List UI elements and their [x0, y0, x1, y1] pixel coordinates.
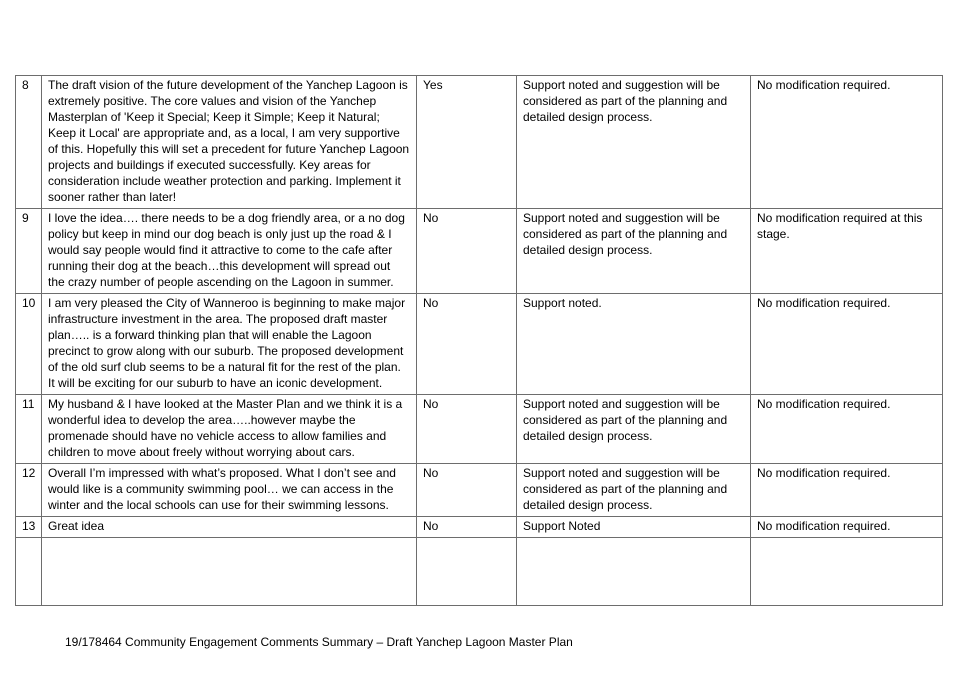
empty-cell — [417, 538, 517, 606]
empty-cell — [751, 538, 943, 606]
comment-cell: Great idea — [42, 517, 417, 538]
page-footer: 19/178464 Community Engagement Comments Summary – Draft Yanchep Lagoon Master Plan — [65, 635, 573, 649]
modification-cell: No modification required. — [751, 76, 943, 209]
empty-cell — [42, 538, 417, 606]
response-cell: Support noted and suggestion will be considered as part of the planning and detailed design process. — [517, 395, 751, 464]
row-number: 9 — [16, 209, 42, 294]
row-number: 8 — [16, 76, 42, 209]
response-cell: Support noted. — [517, 294, 751, 395]
support-cell: No — [417, 395, 517, 464]
support-cell: No — [417, 294, 517, 395]
modification-cell: No modification required. — [751, 464, 943, 517]
comment-cell: I love the idea…. there needs to be a dog friendly area, or a no dog policy but keep in mind our dog beach is only just up the road & I would say people would find it attractive to come to the cafe after running their dog at the beach…this development will spread out the crazy number of people ascending on the Lagoon in summer. — [42, 209, 417, 294]
comments-table — [15, 75, 943, 606]
row-number: 11 — [16, 395, 42, 464]
empty-row — [16, 538, 943, 606]
support-cell: No — [417, 464, 517, 517]
modification-cell: No modification required at this stage. — [751, 209, 943, 294]
table-row — [16, 76, 943, 209]
comment-cell: The draft vision of the future development of the Yanchep Lagoon is extremely positive. The core values and vision of the Yanchep Masterplan of 'Keep it Special; Keep it Simple; Keep it Natural; Keep it Local' are appropriate and, as a local, I am very supportive of this. Hopefully this will set a precedent for future Yanchep Lagoon projects and buildings if executed successfully. Key areas for consideration include weather protection and parking. Implement it sooner rather than later! — [42, 76, 417, 209]
comment-cell: Overall I’m impressed with what’s proposed. What I don’t see and would like is a community swimming pool… we can access in the winter and the local schools can use for their swimming lessons. — [42, 464, 417, 517]
table-row — [16, 294, 943, 395]
row-number: 10 — [16, 294, 42, 395]
support-cell: Yes — [417, 76, 517, 209]
response-cell: Support Noted — [517, 517, 751, 538]
empty-cell — [16, 538, 42, 606]
support-cell: No — [417, 517, 517, 538]
response-cell: Support noted and suggestion will be considered as part of the planning and detailed design process. — [517, 76, 751, 209]
modification-cell: No modification required. — [751, 517, 943, 538]
modification-cell: No modification required. — [751, 294, 943, 395]
empty-cell — [517, 538, 751, 606]
table-row — [16, 517, 943, 538]
row-number: 12 — [16, 464, 42, 517]
comment-cell: My husband & I have looked at the Master Plan and we think it is a wonderful idea to develop the area…..however maybe the promenade should have no vehicle access to allow families and children to move about freely without worrying about cars. — [42, 395, 417, 464]
table-row — [16, 209, 943, 294]
row-number: 13 — [16, 517, 42, 538]
support-cell: No — [417, 209, 517, 294]
table-row — [16, 464, 943, 517]
modification-cell: No modification required. — [751, 395, 943, 464]
table-row — [16, 395, 943, 464]
response-cell: Support noted and suggestion will be considered as part of the planning and detailed design process. — [517, 209, 751, 294]
response-cell: Support noted and suggestion will be considered as part of the planning and detailed design process. — [517, 464, 751, 517]
comment-cell: I am very pleased the City of Wanneroo is beginning to make major infrastructure investment in the area. The proposed draft master plan….. is a forward thinking plan that will enable the Lagoon precinct to grow along with our suburb. The proposed development of the old surf club seems to be a natural fit for the rest of the plan. It will be exciting for our suburb to have an iconic development. — [42, 294, 417, 395]
